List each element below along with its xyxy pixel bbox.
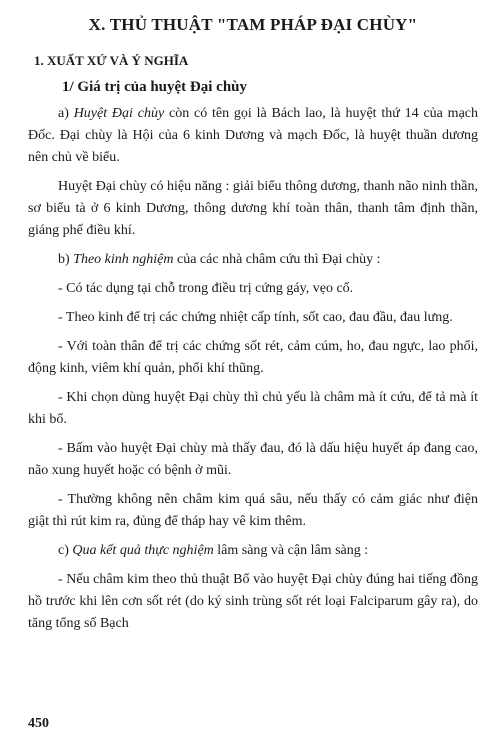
paragraph: Huyệt Đại chùy có hiệu năng : giải biểu thông dương, thanh não ninh thần, sơ biểu tà ở 6 kinh Dương, thông dương khí toàn thân, thanh tâm định thần, giáng phế điều khí. — [28, 179, 478, 238]
paragraph: - Với toàn thân để trị các chứng sốt rét, cảm cúm, ho, đau ngực, lao phổi, động kinh, viêm khí quản, phổi khí thũng. — [28, 339, 478, 376]
chapter-title: X. THỦ THUẬT "TAM PHÁP ĐẠI CHÙY" — [88, 15, 418, 34]
paragraph: c) Qua kết quả thực nghiệm lâm sàng và cận lâm sàng : — [58, 543, 369, 558]
page-number: 450 — [28, 716, 49, 731]
subsection-heading: 1/ Giá trị của huyệt Đại chùy — [62, 79, 248, 95]
paragraph: - Khi chọn dùng huyệt Đại chùy thì chủ yếu là châm mà ít cứu, để tả mà ít khi bổ. — [28, 390, 478, 427]
body-text — [28, 103, 478, 635]
paragraph: b) Theo kinh nghiệm của các nhà châm cứu thì Đại chùy : — [58, 252, 381, 267]
paragraph: - Thường không nên châm kim quá sâu, nếu thấy có cảm giác như điện giật thì rút kim ra, đủng để tháp hay vê kim thêm. — [28, 492, 478, 529]
paragraph: a) Huyệt Đại chùy còn có tên gọi là Bách lao, là huyệt thứ 14 của mạch Đốc. Đại chùy là Hội của 6 kinh Dương và mạch Đốc, là huyệt thuần dương nên chủ về biểu. — [28, 106, 478, 165]
paragraph: - Theo kinh để trị các chứng nhiệt cấp tính, sốt cao, đau đầu, đau lưng. — [58, 310, 453, 325]
paragraph: - Có tác dụng tại chỗ trong điều trị cứng gáy, vẹo cổ. — [58, 281, 354, 296]
paragraph: - Bấm vào huyệt Đại chùy mà thấy đau, đó là dấu hiệu huyết áp đang cao, não xung huyết hoặc có bệnh ở mũi. — [28, 441, 478, 478]
paragraph: - Nếu châm kim theo thủ thuật Bổ vào huyệt Đại chùy đúng hai tiếng đồng hồ trước khi lên cơn sốt rét (do ký sinh trùng sốt rét loại Falciparum gây ra), do tăng tổng số Bạch — [28, 572, 478, 631]
section-heading: 1. XUẤT XỨ VÀ Ý NGHĨA — [34, 53, 189, 68]
